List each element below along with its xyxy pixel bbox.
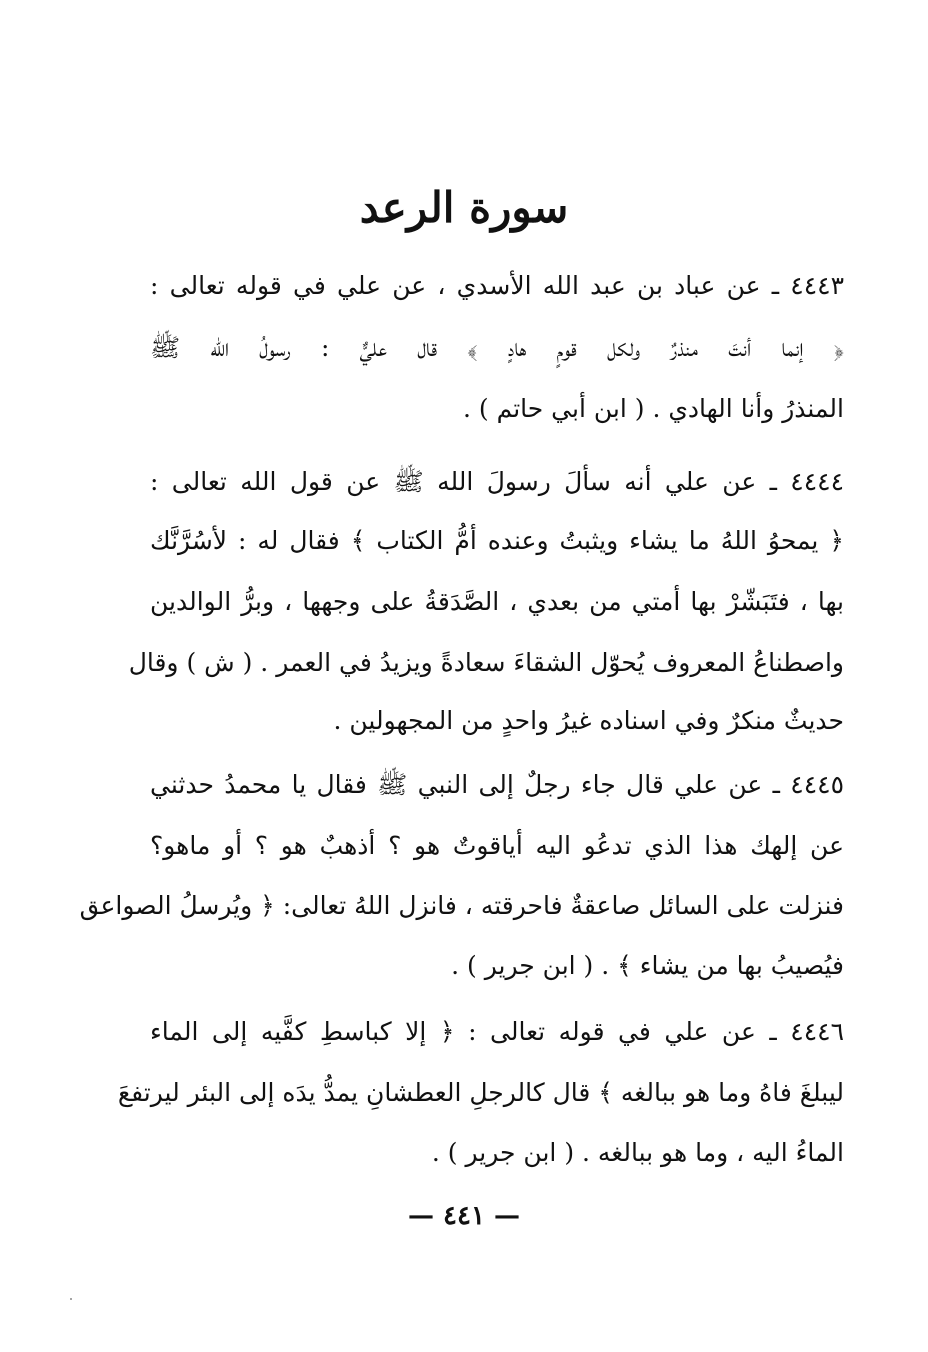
page-number: — ٤٤١ — (407, 1201, 521, 1231)
text-line: فيُصيبُ بها من يشاء ﴾ . ( ابن جرير ) . (451, 951, 844, 980)
scan-speck (70, 1298, 72, 1300)
text-line: ٤٤٤٥ ـ عن علي قال جاء رجلٌ إلى النبي ﷺ فقال يا محمدُ حدثني (150, 770, 844, 799)
text-line: واصطناعُ المعروف يُحوّل الشقاءَ سعادةً ويزيدُ في العمر . ( ش ) وقال (128, 648, 844, 677)
text-line: ﴿ إنما أنتَ منذرٌ ولكل قومٍ هادٍ ﴾ قال عليٌّ : رسولُ الله ﷺ (150, 333, 844, 362)
text-line: الماءُ اليه ، وما هو ببالغه . ( ابن جرير ) . (431, 1138, 844, 1167)
surah-title: سورة الرعد (359, 183, 569, 232)
text-line: بها ، فتَبَشّرْ بها أمتي من بعدي ، الصَّدَقةُ على وجهها ، وبرُّ الوالدين (150, 587, 844, 616)
text-line: ٤٤٤٤ ـ عن علي أنه سألَ رسولَ الله ﷺ عن قول الله تعالى : (150, 467, 844, 496)
text-line: حديثٌ منكرٌ وفي اسناده غيرُ واحدٍ من المجهولين . (333, 706, 844, 735)
text-line: ليبلغَ فاهُ وما هو ببالغه ﴾ قال كالرجلِ العطشانِ يمدُّ يدَه إلى البئر ليرتفعَ (117, 1078, 844, 1107)
text-line: فنزلت على السائل صاعقةٌ فاحرقته ، فانزل اللهُ تعالى: ﴿ ويُرسلُ الصواعق (79, 891, 844, 920)
text-line: ٤٤٤٦ ـ عن علي في قوله تعالى : ﴿ إلا كباسطِ كفَّيه إلى الماء (150, 1017, 844, 1046)
text-line: المنذرُ وأنا الهادي . ( ابن أبي حاتم ) . (462, 394, 844, 423)
text-line: ﴿ يمحوُ اللهُ ما يشاء ويثبتُ وعنده أمُّ الكتاب ﴾ فقال له : لأسُرَّنَّك (150, 526, 844, 555)
text-line: عن إلهك هذا الذي تدعُو اليه أياقوتٌ هو ؟ أذهبٌ هو ؟ أو ماهو؟ (150, 831, 844, 860)
text-line: ٤٤٤٣ ـ عن عباد بن عبد الله الأسدي ، عن علي في قوله تعالى : (150, 271, 844, 300)
